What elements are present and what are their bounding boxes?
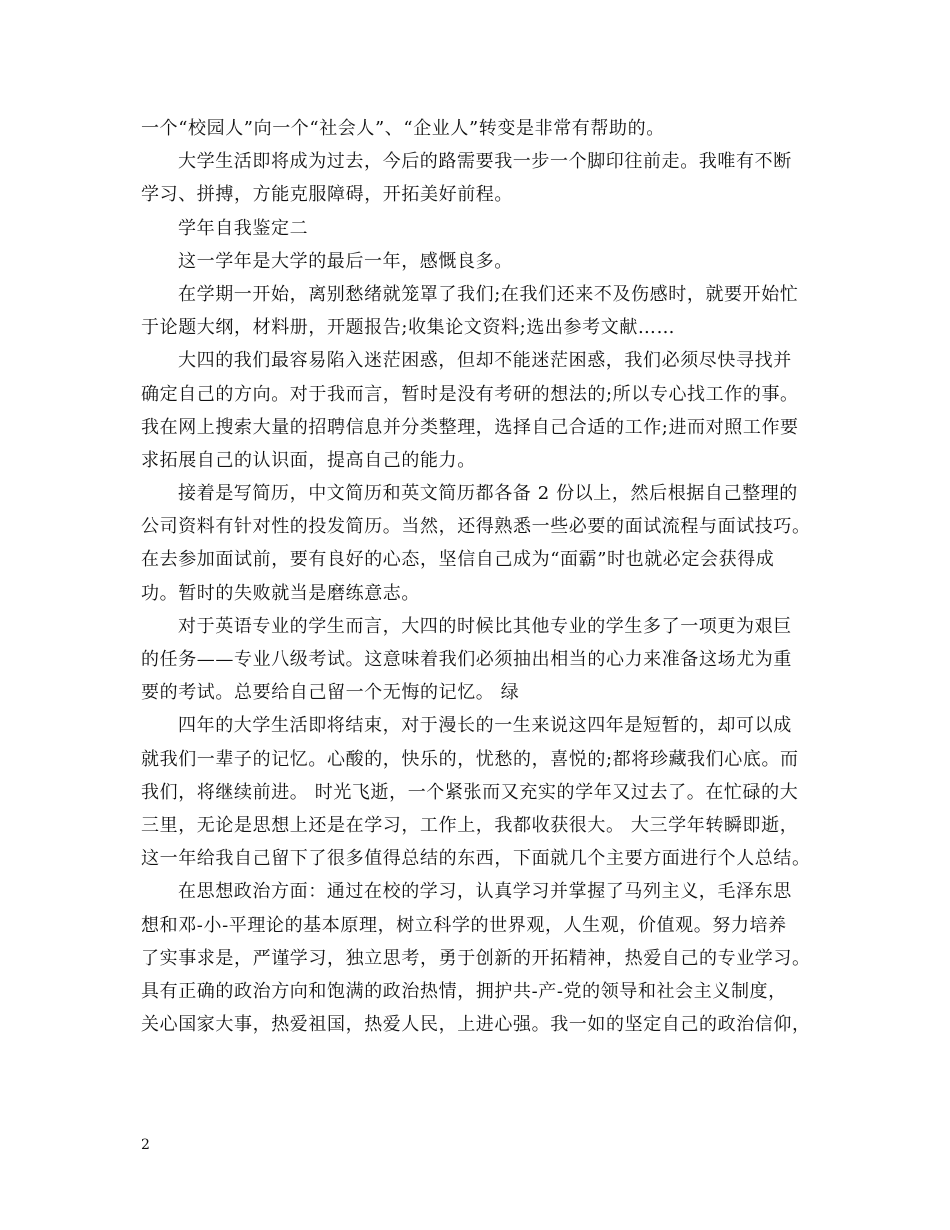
text-line: 一个“校园人”向一个“社会人”、“企业人”转变是非常有帮助的。: [141, 118, 665, 139]
text-line: 求拓展自己的认识面，提高自己的能力。: [141, 449, 476, 471]
text-line: 具有正确的政治方向和饱满的政治热情，拥护共-产-党的领导和社会主义制度，: [141, 980, 787, 1002]
page-number: 2: [141, 1137, 150, 1153]
text-line: 四年的大学生活即将结束，对于漫长的一生来说这四年是短暂的，却可以成: [178, 715, 792, 737]
text-line: 对于英语专业的学生而言，大四的时候比其他专业的学生多了一项更为艰巨: [178, 615, 792, 637]
text-line: 在学期一开始，离别愁绪就笼罩了我们;在我们还来不及伤感时，就要开始忙: [178, 283, 799, 305]
text-line: 的任务——专业八级考试。这意味着我们必须抽出相当的心力来准备这场尤为重: [141, 649, 792, 670]
text-line: 就我们一辈子的记忆。心酸的，快乐的，忧愁的，喜悦的;都将珍藏我们心底。而: [141, 748, 799, 770]
text-line: 这一年给我自己留下了很多值得总结的东西，下面就几个主要方面进行个人总结。: [141, 848, 811, 870]
text-line: 关心国家大事，热爱祖国，热爱人民，上进心强。我一如的坚定自己的政治信仰，: [141, 1014, 811, 1036]
document-body: [141, 112, 825, 1041]
text-line: 大学生活即将成为过去，今后的路需要我一步一个脚印往前走。我唯有不断: [178, 151, 792, 173]
text-line: 三里，无论是思想上还是在学习，工作上，我都收获很大。 大三学年转瞬即逝，: [141, 814, 799, 836]
text-line: 在思想政治方面：通过在校的学习，认真学习并掌握了马列主义，毛泽东思: [178, 881, 792, 903]
text-line: 公司资料有针对性的投发简历。当然，还得熟悉一些必要的面试流程与面试技巧。: [141, 516, 811, 538]
text-line: 这一学年是大学的最后一年，感慨良多。: [178, 250, 513, 272]
text-line: 于论题大纲，材料册，开题报告;收集论文资料;选出参考文献……: [141, 317, 676, 339]
text-line: 要的考试。总要给自己留一个无悔的记忆。 绿: [141, 682, 520, 704]
text-line: 确定自己的方向。对于我而言，暂时是没有考研的想法的;所以专心找工作的事。: [141, 383, 799, 405]
text-line: 学年自我鉴定二: [178, 217, 309, 239]
text-line: 了实事求是，严谨学习，独立思考，勇于创新的开拓精神，热爱自己的专业学习。: [141, 947, 811, 969]
text-line: 功。暂时的失败就当是磨练意志。: [141, 582, 420, 604]
text-line: 想和邓-小-平理论的基本原理，树立科学的世界观，人生观，价值观。努力培养: [141, 914, 787, 936]
text-line: 接着是写简历，中文简历和英文简历都各备 2 份以上，然后根据自己整理的: [178, 483, 798, 505]
text-line: 大四的我们最容易陷入迷茫困惑，但却不能迷茫困惑，我们必须尽快寻找并: [178, 350, 792, 372]
text-line: 学习、拼搏，方能克服障碍，开拓美好前程。: [141, 184, 513, 206]
text-line: 我们，将继续前进。 时光飞逝，一个紧张而又充实的学年又过去了。在忙碌的大: [141, 781, 799, 803]
text-line: 在去参加面试前，要有良好的心态，坚信自己成为“面霸”时也就必定会获得成: [141, 549, 775, 571]
text-line: 我在网上搜索大量的招聘信息并分类整理，选择自己合适的工作;进而对照工作要: [141, 416, 799, 438]
